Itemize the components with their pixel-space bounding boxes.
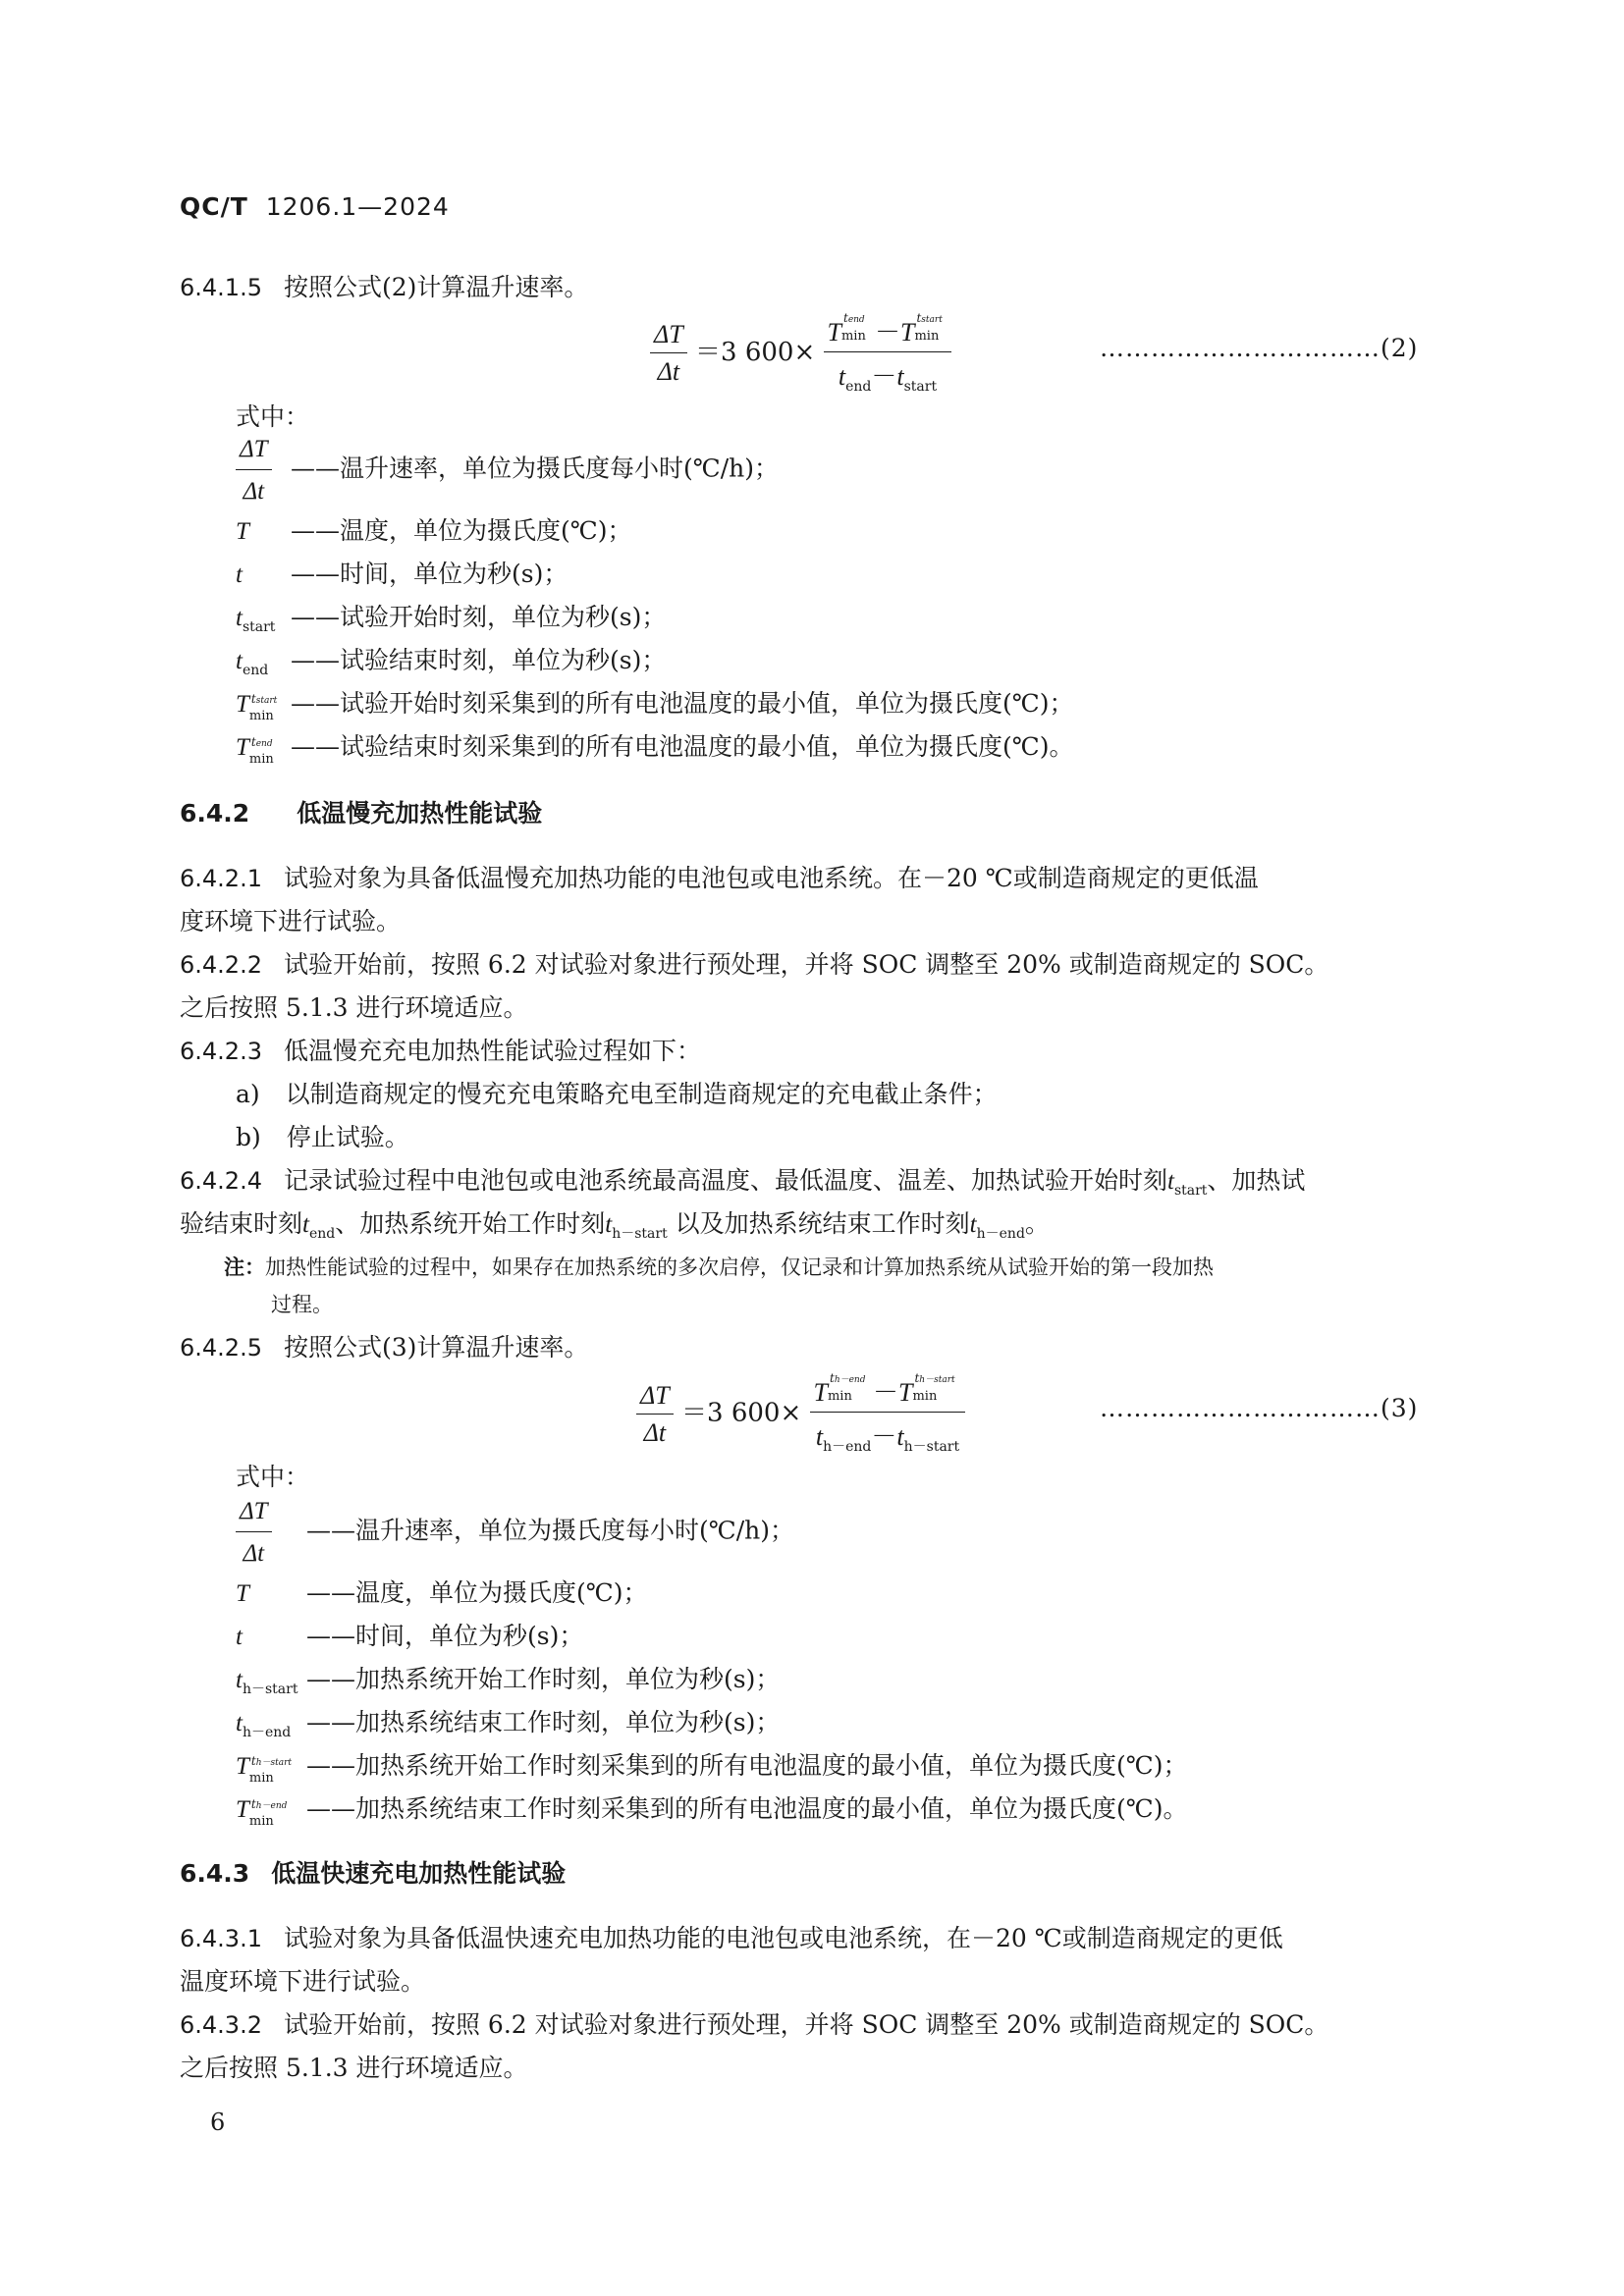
std-prefix: QC/T — [180, 192, 248, 221]
def-1-t: t ——时间，单位为秒(s)； — [236, 560, 568, 588]
clause-text: 按照公式(3)计算温升速率。 — [283, 1333, 589, 1362]
where-label-2: 式中： — [236, 1463, 310, 1491]
clause-number: 6.4.2.5 — [180, 1334, 262, 1362]
def-text: ——温升速率，单位为摄氏度每小时(℃/h)； — [306, 1516, 794, 1545]
def-text: ——试验开始时刻采集到的所有电池温度的最小值，单位为摄氏度(℃)； — [291, 689, 1074, 718]
def-text: ——加热系统开始工作时刻采集到的所有电池温度的最小值，单位为摄氏度(℃)； — [306, 1751, 1188, 1780]
page-number: 6 — [210, 2109, 226, 2136]
section-number: 6.4.2 — [180, 799, 250, 828]
def-text: ——试验开始时刻，单位为秒(s)； — [291, 603, 667, 631]
def-text: ——温度，单位为摄氏度(℃)； — [291, 516, 632, 545]
list-label: b) — [236, 1123, 261, 1151]
def-2-t: t ——时间，单位为秒(s)； — [236, 1622, 584, 1650]
clause-text: 试验开始前，按照 6.2 对试验对象进行预处理，并将 SOC 调整至 20% 或制造商规定的 SOC。 — [283, 950, 1329, 979]
section-6-4-2 — [180, 797, 542, 830]
note-cont: 过程。 — [271, 1293, 333, 1316]
def-2-T: T ——温度，单位为摄氏度(℃)； — [236, 1578, 648, 1607]
def-2-tmin-hstart: T th－start min ——加热系统开始工作时刻采集到的所有电池温度的最小值，单位为摄氏度(℃)； — [236, 1751, 1188, 1786]
equals: ＝ — [695, 338, 722, 367]
clause-number: 6.4.3.1 — [180, 1925, 262, 1952]
def-text: ——加热系统结束工作时刻，单位为秒(s)； — [306, 1708, 781, 1736]
def-text: ——加热系统结束工作时刻采集到的所有电池温度的最小值，单位为摄氏度(℃)。 — [306, 1794, 1188, 1823]
standard-header — [180, 192, 450, 221]
formula-3: $\frac{\Delta T}{\Delta t}$ ＝3 600× T th－end min －T th－start min $t_{h-end}-t_{h-start}$ — [636, 1372, 965, 1456]
minus: － — [871, 1422, 897, 1452]
minus: － — [874, 318, 900, 347]
def-text: ——试验结束时刻采集到的所有电池温度的最小值，单位为摄氏度(℃)。 — [291, 732, 1074, 761]
def-2-th-end: $t_{h-end}$ ——加热系统结束工作时刻，单位为秒(s)； — [236, 1708, 781, 1740]
clause-number: 6.4.2.2 — [180, 951, 262, 979]
clause-6-4-2-2 — [180, 948, 1328, 982]
clause-6-4-2-5 — [180, 1331, 588, 1364]
coefficient: 3 600 — [721, 338, 794, 367]
coefficient: 3 600 — [707, 1398, 781, 1428]
def-1-tmin-start: T tstart min ——试验开始时刻采集到的所有电池温度的最小值，单位为摄氏度(℃)； — [236, 689, 1074, 723]
equals: ＝ — [681, 1398, 708, 1428]
clause-6-4-3-1 — [180, 1922, 1283, 1955]
times: × — [793, 338, 816, 367]
clause-6-4-3-2-cont: 之后按照 5.1.3 进行环境适应。 — [180, 2054, 528, 2082]
clause-text: 试验开始前，按照 6.2 对试验对象进行预处理，并将 SOC 调整至 20% 或制造商规定的 SOC。 — [283, 2010, 1329, 2039]
list-text: 停止试验。 — [286, 1123, 409, 1151]
section-6-4-3 — [180, 1857, 566, 1891]
clause-text: 记录试验过程中电池包或电池系统最高温度、最低温度、温差、加热试验开始时刻 — [283, 1166, 1167, 1195]
clause-text: 以及加热系统结束工作时刻 — [675, 1209, 970, 1238]
list-text: 以制造商规定的慢充充电策略充电至制造商规定的充电截止条件； — [285, 1080, 998, 1108]
def-1-tstart: $t_{start}$ ——试验开始时刻，单位为秒(s)； — [236, 603, 667, 635]
def-2-rate: $\frac{\Delta T}{\Delta t}$ ——温升速率，单位为摄氏度每小时(℃/h)； — [236, 1494, 794, 1571]
section-title: 低温慢充加热性能试验 — [297, 799, 543, 828]
def-1-T: T ——温度，单位为摄氏度(℃)； — [236, 516, 632, 545]
def-text: ——温升速率，单位为摄氏度每小时(℃/h)； — [291, 454, 779, 483]
def-text: ——时间，单位为秒(s)； — [291, 560, 568, 588]
clause-text: 、加热系统开始工作时刻 — [335, 1209, 606, 1238]
def-2-tmin-hend: T th－end min ——加热系统结束工作时刻采集到的所有电池温度的最小值，单位为摄氏度(℃)。 — [236, 1794, 1188, 1829]
clause-text: 验结束时刻 — [180, 1209, 303, 1238]
times: × — [780, 1398, 802, 1428]
def-2-th-start: $t_{h-start}$ ——加热系统开始工作时刻，单位为秒(s)； — [236, 1665, 781, 1697]
list-item-a — [236, 1078, 998, 1111]
def-1-tmin-end: T tend min ——试验结束时刻采集到的所有电池温度的最小值，单位为摄氏度(℃)。 — [236, 732, 1074, 767]
clause-6-4-2-1 — [180, 862, 1259, 895]
clause-number: 6.4.1.5 — [180, 274, 262, 301]
clause-6-4-2-2-cont: 之后按照 5.1.3 进行环境适应。 — [180, 993, 528, 1022]
note-label: 注： — [224, 1255, 265, 1279]
section-title: 低温快速充电加热性能试验 — [271, 1859, 567, 1888]
clause-6-4-2-4: 6.4.2.4 记录试验过程中电池包或电池系统最高温度、最低温度、温差、加热试验开始时刻$t_{start}$、加热试 — [180, 1166, 1306, 1199]
clause-6-4-3-1-cont: 温度环境下进行试验。 — [180, 1967, 426, 1996]
def-1-tend: $t_{end}$ ——试验结束时刻，单位为秒(s)； — [236, 646, 667, 678]
def-text: ——试验结束时刻，单位为秒(s)； — [291, 646, 667, 674]
def-text: ——温度，单位为摄氏度(℃)； — [306, 1578, 648, 1607]
clause-text: 低温慢充充电加热性能试验过程如下： — [283, 1037, 701, 1065]
where-label-1: 式中： — [236, 402, 310, 431]
clause-6-4-2-1-cont: 度环境下进行试验。 — [180, 907, 402, 935]
def-text: ——时间，单位为秒(s)； — [306, 1622, 584, 1650]
clause-text: 、加热试 — [1207, 1166, 1306, 1195]
std-number: 1206.1—2024 — [265, 192, 450, 221]
clause-6-4-1-5 — [180, 271, 588, 304]
note — [224, 1251, 1214, 1284]
section-number: 6.4.3 — [180, 1859, 250, 1888]
clause-text: 。 — [1024, 1209, 1050, 1238]
clause-6-4-3-2 — [180, 2008, 1328, 2042]
list-item-b — [236, 1121, 409, 1154]
clause-number: 6.4.2.3 — [180, 1038, 262, 1065]
clause-text: 试验对象为具备低温快速充电加热功能的电池包或电池系统，在－20 ℃或制造商规定的更低 — [283, 1924, 1283, 1952]
formula-3-number: ……………………………(3) — [1100, 1394, 1419, 1422]
clause-6-4-2-3 — [180, 1035, 701, 1068]
minus: － — [872, 1378, 898, 1408]
clause-text: 按照公式(2)计算温升速率。 — [283, 273, 589, 301]
def-text: ——加热系统开始工作时刻，单位为秒(s)； — [306, 1665, 781, 1693]
clause-number: 6.4.3.2 — [180, 2011, 262, 2039]
clause-6-4-2-4-cont: 验结束时刻$t_{end}$、加热系统开始工作时刻$t_{h-start}$ 以及加热系统结束工作时刻$t_{h-end}$。 — [180, 1209, 1050, 1242]
clause-text: 试验对象为具备低温慢充加热功能的电池包或电池系统。在－20 ℃或制造商规定的更低温 — [283, 864, 1259, 892]
formula-2: $\frac{\Delta T}{\Delta t}$ ＝3 600× T tend min －T tstart min $t_{end}-t_{start}$ — [650, 312, 951, 395]
minus: － — [871, 362, 897, 392]
def-1-rate: $\frac{\Delta T}{\Delta t}$ ——温升速率，单位为摄氏度每小时(℃/h)； — [236, 432, 779, 508]
clause-number: 6.4.2.1 — [180, 865, 262, 892]
note-text: 加热性能试验的过程中，如果存在加热系统的多次启停，仅记录和计算加热系统从试验开始的第一段加热 — [265, 1255, 1214, 1279]
clause-number: 6.4.2.4 — [180, 1167, 262, 1195]
list-label: a) — [236, 1080, 260, 1108]
formula-2-number: ……………………………(2) — [1100, 334, 1419, 362]
